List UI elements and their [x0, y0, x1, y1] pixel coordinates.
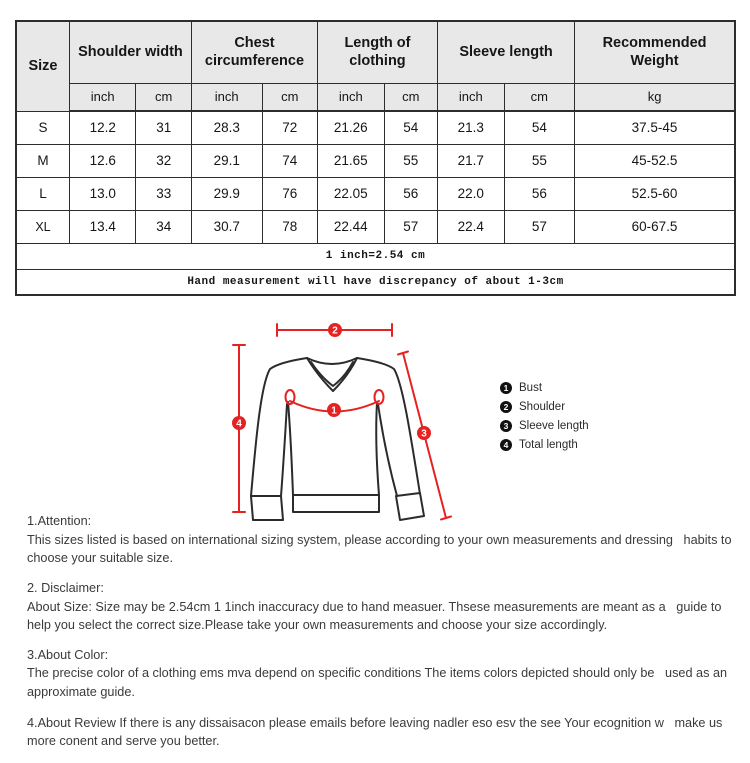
legend-label: Shoulder [519, 400, 566, 413]
legend-item-sleeve-length [500, 416, 589, 435]
size-label: XL [16, 210, 69, 243]
section-body: The precise color of a clothing ems mva depend on specific conditions The items colors depicted should only be used as an approximate guide. [27, 666, 731, 699]
section-disclaimer [27, 580, 733, 634]
section-heading: 2. Disclaimer: [27, 580, 104, 595]
table-cell: 54 [384, 111, 437, 144]
table-cell: 54 [504, 111, 575, 144]
section-heading: 3.About Color: [27, 647, 109, 662]
body-right-side [376, 402, 379, 495]
table-cell: 12.6 [69, 144, 136, 177]
unit-header: inch [69, 83, 136, 111]
table-note-hand-measurement: Hand measurement will have discrepancy of about 1-3cm [16, 269, 735, 295]
table-cell: 72 [262, 111, 317, 144]
unit-header: cm [504, 83, 575, 111]
measurement-lines [233, 324, 451, 520]
hem-band [293, 495, 379, 512]
table-note-inch-conversion: 1 inch=2.54 cm [16, 243, 735, 269]
table-cell: 52.5-60 [575, 177, 735, 210]
section-attention [27, 513, 736, 567]
column-header-length-of-clothing: Length of clothing [317, 21, 437, 83]
table-cell: 22.44 [317, 210, 384, 243]
section-body: 4.About Review If there is any dissaisacon please emails before leaving nadler eso esv the see Your ecognition w make us more conent and serve you better. [27, 715, 726, 748]
left-sleeve-inner [281, 404, 287, 496]
table-cell: 21.7 [437, 144, 504, 177]
disclaimer-text-area [27, 513, 736, 763]
legend-badge-2: 2 [500, 401, 512, 413]
table-cell: 21.26 [317, 111, 384, 144]
table-cell: 57 [384, 210, 437, 243]
size-table [15, 20, 736, 296]
column-header-recommended-weight: Recommended Weight [575, 21, 735, 83]
table-cell: 45-52.5 [575, 144, 735, 177]
section-about-color [27, 647, 733, 701]
table-cell: 34 [136, 210, 191, 243]
legend-item-bust [500, 378, 589, 397]
legend-badge-1: 1 [500, 382, 512, 394]
sweater-outline [251, 358, 424, 520]
table-cell: 33 [136, 177, 191, 210]
body-left-side [288, 402, 293, 495]
table-cell: 21.65 [317, 144, 384, 177]
table-cell: 57 [504, 210, 575, 243]
size-label: M [16, 144, 69, 177]
table-cell: 13.0 [69, 177, 136, 210]
legend-item-total-length [500, 435, 589, 454]
table-cell: 31 [136, 111, 191, 144]
table-cell: 76 [262, 177, 317, 210]
unit-header: inch [437, 83, 504, 111]
column-header-chest-circumference: Chest circumference [191, 21, 317, 83]
right-sleeve-inner [378, 404, 397, 496]
legend-label: Sleeve length [519, 419, 589, 432]
legend-item-shoulder [500, 397, 589, 416]
column-header-shoulder-width: Shoulder width [69, 21, 191, 83]
table-cell: 55 [384, 144, 437, 177]
sweater-diagram-graphic [0, 298, 750, 536]
table-cell: 12.2 [69, 111, 136, 144]
table-cell: 21.3 [437, 111, 504, 144]
table-row-m [16, 144, 735, 177]
unit-header: inch [317, 83, 384, 111]
table-cell: 28.3 [191, 111, 262, 144]
table-cell: 78 [262, 210, 317, 243]
unit-header: cm [262, 83, 317, 111]
table-cell: 29.9 [191, 177, 262, 210]
table-row-l [16, 177, 735, 210]
table-cell: 37.5-45 [575, 111, 735, 144]
table-cell: 56 [504, 177, 575, 210]
collar-back-line [307, 358, 357, 364]
section-body: This sizes listed is based on international sizing system, please according to your own measurements and dressing habits to choose your suitable size. [27, 532, 736, 565]
legend-badge-3: 3 [500, 420, 512, 432]
legend-label: Total length [519, 438, 578, 451]
unit-header: cm [136, 83, 191, 111]
table-cell: 60-67.5 [575, 210, 735, 243]
section-body: About Size: Size may be 2.54cm 1 1inch inaccuracy due to hand measuer. Thsese measurements are meant as a guide to help you select the correct size.Please take your own measurements and choose your size accordingly. [27, 599, 725, 632]
size-table-wrapper [15, 20, 736, 296]
measurement-diagram [0, 298, 750, 536]
column-header-sleeve-length: Sleeve length [437, 21, 574, 83]
table-row-s [16, 111, 735, 144]
measurement-markers [232, 323, 431, 440]
size-label: L [16, 177, 69, 210]
table-cell: 30.7 [191, 210, 262, 243]
unit-header: cm [384, 83, 437, 111]
table-cell: 13.4 [69, 210, 136, 243]
shoulder-marker-number: 2 [332, 325, 338, 337]
diagram-legend [500, 378, 589, 454]
table-cell: 56 [384, 177, 437, 210]
table-cell: 74 [262, 144, 317, 177]
total-length-marker-number: 4 [236, 418, 242, 430]
table-cell: 22.4 [437, 210, 504, 243]
table-cell: 32 [136, 144, 191, 177]
column-header-size: Size [16, 21, 69, 111]
unit-header-kg: kg [575, 83, 735, 111]
table-cell: 55 [504, 144, 575, 177]
legend-badge-4: 4 [500, 439, 512, 451]
sleeve-marker-number: 3 [421, 428, 427, 440]
legend-label: Bust [519, 381, 543, 394]
bust-marker-number: 1 [331, 405, 337, 417]
section-about-review [27, 714, 733, 750]
left-sleeve-outer [251, 358, 307, 496]
table-row-xl [16, 210, 735, 243]
section-heading: 1.Attention: [27, 514, 92, 528]
table-cell: 22.05 [317, 177, 384, 210]
unit-header: inch [191, 83, 262, 111]
table-cell: 22.0 [437, 177, 504, 210]
size-label: S [16, 111, 69, 144]
table-cell: 29.1 [191, 144, 262, 177]
